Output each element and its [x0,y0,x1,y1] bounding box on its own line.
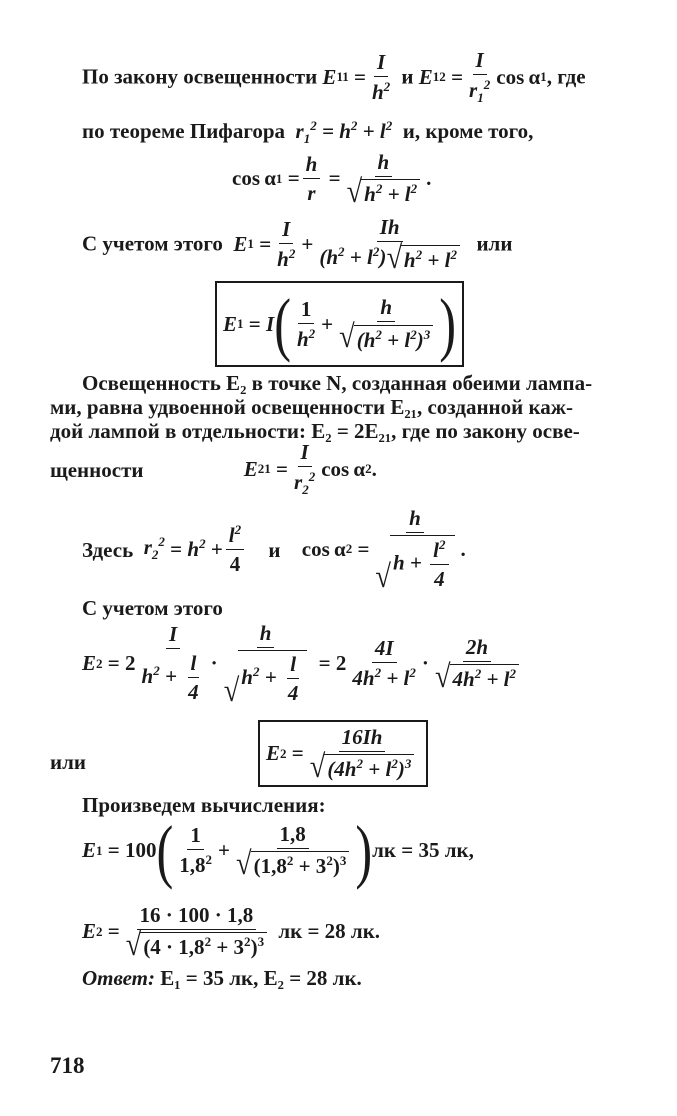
illumination-line [50,440,377,498]
formula-e21: E 21 = $\frac{I}{r_2^2}$ cos α 2 . [243,440,377,498]
formula-e11: E 11 = $\frac{I}{h^2}$ [322,49,391,104]
law-prefix: По закону освещенности [82,64,318,89]
formula-r1: $r_1^2 = h^2 + l^2$ [295,118,393,147]
formula-cos-a2: cos α 2 = h √ h + $\frac{l^2}{4}$ . [301,506,466,595]
e1-derivation-line [82,215,513,277]
calc-e2: E 2 = 16 · 100 · 1,8 √ $(4 \cdot 1,8^2 + 3^2)^3$ лк = 28 лк. [82,903,381,964]
paragraph-line-1: Освещенность E₂ в точке N, созданная обеими лампа- [82,371,593,395]
boxed-e2-formula: E 2 = 16Ih √ $(4h^2 + l^2)^3$ [258,720,428,787]
pythagoras-prefix: по теореме Пифагора [82,119,286,143]
paragraph-line-2: ми, равна удвоенной освещенности E₂₁, созданной каж- [50,395,574,419]
paragraph-line-3: дой лампой в отдельности: E₂ = 2E₂₁, где по закону осве- [50,419,580,443]
formula-e1-sum: E 1 = $\frac{I}{h^2}$ + Ih $(h^2 + l^2)$ √ $h^2 + l^2$ [228,215,466,273]
here-word: Здесь [82,538,134,563]
here-and-word: и [268,538,281,563]
where-word: , где [546,64,586,89]
formula-cos-a1: cos α 1 = $\frac{h}{r}$ = h √ $h^2 + l^2$ . [232,150,432,211]
with-this-prefix: С учетом этого [82,231,223,256]
law-line [82,48,586,106]
paragraph-line-4: щенности [50,458,144,483]
or-word-2: или [50,750,86,774]
e2-result: лк = 28 лк. [278,919,381,944]
or-word: или [476,231,513,256]
calc-e1: E 1 = 100 ( $\frac{1}{1,8^2}$ + 1,8 √ $(1,8^2 + 3^2)^3$ ) лк = 35 лк, [82,811,474,890]
and-word: и [401,64,414,89]
formula-r2: $r_2^2$ = $h^2$ + $\frac{l^2}{4}$ [138,522,247,577]
answer-label: Ответ: [82,966,155,990]
answer-text: E₁ = 35 лк, E₂ = 28 лк. [160,966,362,990]
with-this-line: С учетом этого [82,596,223,620]
e1-result: лк = 35 лк, [372,838,474,863]
boxed-e1-formula: E 1 = I ( $\frac{1}{h^2}$ + h √ $(h^2 + l^2)^3$ ) [215,281,464,367]
here-line [82,506,466,595]
formula-e12: E 12 = $\frac{I}{r_1^2}$ cos α 1 [418,48,547,106]
formula-e2-expanded: E 2 = 2 I $h^2$ + $\frac{l}{4}$ · h √ $h^2$ + $\frac{l}{4}$ = 2 $\frac{4I}{4h^2 + l^2}$ · 2h √ $4h^2 + l^2$ [82,621,525,706]
page-number: 718 [50,1053,85,1078]
answer-line [82,966,362,991]
pythagoras-suffix: и, кроме того, [402,119,534,143]
pythagoras-line [82,118,533,147]
calc-heading: Произведем вычисления: [82,793,326,817]
